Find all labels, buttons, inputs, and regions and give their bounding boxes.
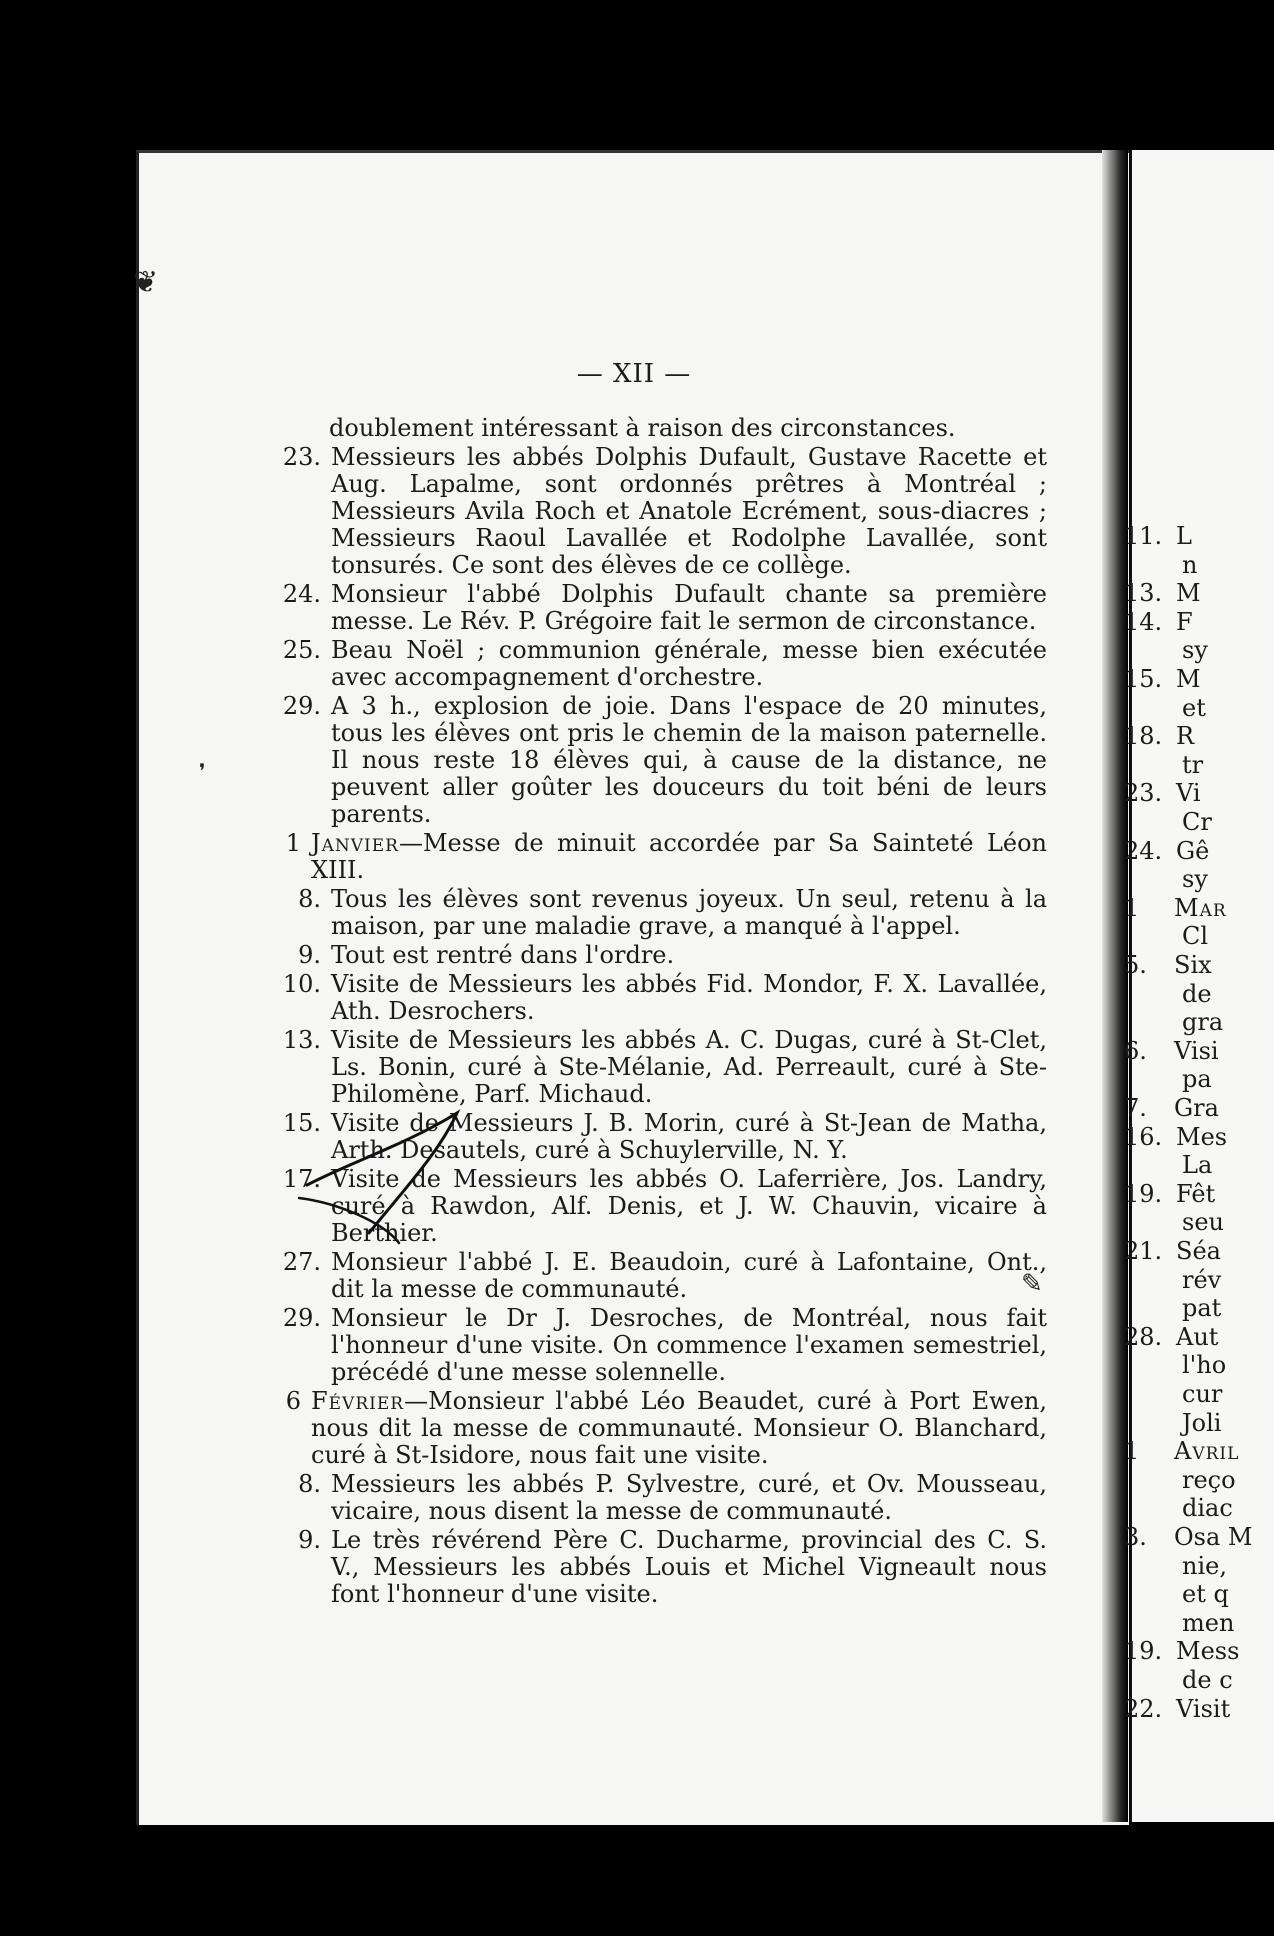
entry-date-number: 8. bbox=[298, 885, 321, 913]
facing-line-text: diac bbox=[1182, 1494, 1233, 1523]
entry-text: Visite de Messieurs les abbés Fid. Mondor, F. X. Lavallée, Ath. Desrochers. bbox=[331, 970, 1047, 1025]
entry-date-number: 1 bbox=[285, 829, 301, 857]
entry-date-number: 10. bbox=[282, 970, 321, 998]
chronicle-entry bbox=[267, 1027, 1047, 1108]
facing-line-number: 19. bbox=[1124, 1179, 1163, 1208]
entry-date-number: 29. bbox=[282, 1304, 321, 1332]
facing-line-text: et bbox=[1182, 693, 1206, 722]
facing-line-number: 1 bbox=[1124, 1437, 1140, 1466]
chronicle-entries bbox=[267, 415, 1047, 1608]
facing-line-number: 6. bbox=[1124, 1036, 1147, 1065]
entry-text bbox=[311, 830, 1047, 884]
facing-line-text: de c bbox=[1182, 1666, 1233, 1694]
chronicle-entry bbox=[267, 1166, 1047, 1247]
chronicle-entry bbox=[267, 1388, 1047, 1469]
chronicle-entry bbox=[267, 971, 1047, 1025]
chronicle-entry bbox=[267, 444, 1047, 579]
facing-line-text: sy bbox=[1182, 865, 1208, 894]
entry-date-number: 25. bbox=[282, 636, 321, 664]
entry-date-number: 13. bbox=[282, 1026, 321, 1054]
chronicle-entry bbox=[267, 1527, 1047, 1608]
entry-date-number: 8. bbox=[298, 1470, 321, 1498]
entry-text: Messieurs les abbés P. Sylvestre, curé, et Ov. Mousseau, vicaire, nous disent la messe de communauté. bbox=[331, 1470, 1047, 1525]
facing-line-text: Cr bbox=[1182, 808, 1212, 836]
facing-line-text: Gê bbox=[1176, 836, 1210, 865]
facing-line-text: et q bbox=[1182, 1580, 1229, 1609]
facing-line-text: reço bbox=[1182, 1465, 1236, 1494]
facing-line-text: sy bbox=[1182, 636, 1208, 665]
facing-line-number: 5. bbox=[1124, 951, 1147, 979]
facing-line-text: Mess bbox=[1176, 1637, 1240, 1666]
entry-text: Messieurs les abbés Dolphis Dufault, Gustave Racette et Aug. Lapalme, sont ordonnés prêtres à Montréal ; Messieurs Avila Roch et Anatole Ecrément, sous-diacres ; Messieurs Raoul Lavallée et Rodolphe Lavallée, sont tonsurés. Ce sont des élèves de ce collège. bbox=[331, 443, 1047, 579]
lead-line-text: doublement intéressant à raison des circonstances. bbox=[329, 414, 956, 442]
chronicle-entry bbox=[267, 830, 1047, 884]
facing-line-text: F bbox=[1176, 607, 1193, 636]
facing-line-text: Avril bbox=[1174, 1437, 1240, 1466]
facing-line-text: pat bbox=[1182, 1294, 1222, 1323]
facing-line-text: seu bbox=[1182, 1208, 1224, 1237]
margin-dot-mark: ❜ bbox=[199, 759, 206, 783]
margin-tick-mark: ✎ bbox=[1021, 1269, 1043, 1299]
entry-text: Le très révérend Père C. Ducharme, provincial des C. S. V., Messieurs les abbés Louis et Michel Vigneault nous font l'honneur d'une visite. bbox=[331, 1526, 1047, 1608]
entry-date-number: 9. bbox=[298, 1526, 321, 1554]
entry-month: Janvier bbox=[311, 829, 399, 857]
entry-date-number: 23. bbox=[282, 443, 321, 471]
facing-line-text: Mar bbox=[1174, 893, 1227, 922]
entry-text: Monsieur le Dr J. Desroches, de Montréal, nous fait l'honneur d'une visite. On commence l'examen semestriel, précédé d'une messe solennelle. bbox=[331, 1304, 1047, 1386]
chronicle-entry bbox=[267, 693, 1047, 828]
left-page bbox=[133, 150, 1129, 1825]
entry-text: Visite de Messieurs les abbés O. Laferrière, Jos. Landry, curé à Rawdon, Alf. Denis, et J. W. Chauvin, vicaire à Berthier. bbox=[331, 1165, 1047, 1247]
entry-text: Monsieur l'abbé J. E. Beaudoin, curé à Lafontaine, Ont., dit la messe de communauté. bbox=[331, 1248, 1047, 1303]
facing-line-number: 14. bbox=[1124, 607, 1163, 636]
facing-line-text: Osa M bbox=[1174, 1523, 1253, 1551]
entry-text-body: —Messe de minuit accordée par Sa Sainteté Léon XIII. bbox=[311, 829, 1047, 884]
facing-line-text: Joli bbox=[1182, 1408, 1222, 1437]
facing-line-number: 24. bbox=[1124, 836, 1163, 865]
entry-date-number: 24. bbox=[282, 580, 321, 608]
page-gutter bbox=[1102, 150, 1128, 1822]
entry-text bbox=[311, 1388, 1047, 1469]
facing-page-fragment bbox=[1124, 150, 1274, 1822]
entry-text: Tout est rentré dans l'ordre. bbox=[331, 941, 675, 969]
chronicle-entry bbox=[267, 1249, 1047, 1303]
facing-line-text: n bbox=[1182, 550, 1198, 579]
facing-line-text: l'ho bbox=[1182, 1351, 1227, 1380]
entry-text: Beau Noël ; communion générale, messe bien exécutée avec accompagnement d'orchestre. bbox=[331, 636, 1047, 691]
entry-text: Monsieur l'abbé Dolphis Dufault chante sa première messe. Le Rév. P. Grégoire fait le sermon de circonstance. bbox=[331, 580, 1047, 635]
facing-line-text: Gra bbox=[1174, 1094, 1219, 1122]
facing-line-text: Cl bbox=[1182, 922, 1209, 951]
facing-line-text: rév bbox=[1182, 1265, 1222, 1294]
facing-line-text: cur bbox=[1182, 1380, 1223, 1408]
entry-date-number: 15. bbox=[282, 1109, 321, 1137]
facing-line-text: de bbox=[1182, 979, 1212, 1008]
facing-line-number: 15. bbox=[1124, 665, 1163, 693]
facing-line-number: 3. bbox=[1124, 1523, 1147, 1551]
lead-line bbox=[267, 415, 1047, 442]
facing-line-number: 21. bbox=[1124, 1237, 1163, 1265]
chronicle-entry bbox=[267, 1471, 1047, 1525]
entry-date-number: 17. bbox=[282, 1165, 321, 1193]
facing-line-text: Aut bbox=[1176, 1322, 1219, 1351]
facing-line-number: 13. bbox=[1124, 579, 1163, 608]
entry-date-number: 6 bbox=[285, 1387, 301, 1415]
entry-date-number: 9. bbox=[298, 941, 321, 969]
facing-line-text: M bbox=[1176, 579, 1201, 608]
facing-line-text: pa bbox=[1182, 1065, 1212, 1094]
chronicle-entry bbox=[267, 1305, 1047, 1386]
facing-line-text: men bbox=[1182, 1608, 1235, 1637]
page-number-header: — XII — bbox=[576, 359, 692, 389]
facing-line-text: Visit bbox=[1176, 1694, 1231, 1723]
entry-month: Février bbox=[311, 1387, 405, 1415]
facing-line-text: L bbox=[1176, 522, 1192, 550]
facing-line-number: 28. bbox=[1124, 1322, 1163, 1351]
entry-text: Visite de Messieurs les abbés A. C. Dugas, curé à St-Clet, Ls. Bonin, curé à Ste-Mélanie, Ad. Perreault, curé à Ste-Philomène, Parf. Michaud. bbox=[331, 1026, 1047, 1108]
facing-line-number: 7. bbox=[1124, 1094, 1147, 1122]
chronicle-entry bbox=[267, 886, 1047, 940]
entry-text: Visite de Messieurs J. B. Morin, curé à St-Jean de Matha, Arth. Desautels, curé à Schuylerville, N. Y. bbox=[331, 1109, 1047, 1164]
facing-line-number: 19. bbox=[1124, 1637, 1163, 1666]
facing-line-text: gra bbox=[1182, 1008, 1224, 1037]
facing-line-number: 23. bbox=[1124, 779, 1163, 808]
facing-line-text: R bbox=[1176, 722, 1195, 751]
facing-line-text: Visi bbox=[1174, 1036, 1219, 1065]
facing-line-text: tr bbox=[1182, 750, 1204, 779]
facing-line-text: Fêt bbox=[1176, 1179, 1216, 1208]
entry-text: A 3 h., explosion de joie. Dans l'espace de 20 minutes, tous les élèves ont pris le chemin de la maison paternelle. Il nous reste 18 élèves qui, à cause de la distance, ne peuvent aller goûter les douceurs du toit béni de leurs parents. bbox=[331, 692, 1047, 828]
facing-line-text: Vi bbox=[1176, 779, 1201, 808]
facing-line-text: nie, bbox=[1182, 1551, 1227, 1580]
chronicle-entry bbox=[267, 942, 1047, 969]
chronicle-entry bbox=[267, 637, 1047, 691]
entry-date-number: 29. bbox=[282, 692, 321, 720]
margin-smudge-mark: ❦ bbox=[133, 265, 159, 300]
entry-text-body: —Monsieur l'abbé Léo Beaudet, curé à Port Ewen, nous dit la messe de communauté. Monsieur O. Blanchard, curé à St-Isidore, nous fait une visite. bbox=[311, 1387, 1047, 1469]
facing-line-text: Mes bbox=[1176, 1122, 1228, 1151]
facing-page-lines bbox=[1124, 150, 1274, 1822]
facing-line-number: 18. bbox=[1124, 722, 1163, 751]
facing-line-text: La bbox=[1182, 1151, 1213, 1180]
facing-line-number: 1 bbox=[1124, 893, 1140, 922]
chronicle-entry bbox=[267, 581, 1047, 635]
facing-line-number: 22. bbox=[1124, 1694, 1163, 1723]
chronicle-entry bbox=[267, 1110, 1047, 1164]
facing-line-text: M bbox=[1176, 665, 1201, 693]
facing-line-number: 11. bbox=[1124, 522, 1163, 550]
entry-text: Tous les élèves sont revenus joyeux. Un seul, retenu à la maison, par une maladie grave, a manqué à l'appel. bbox=[331, 885, 1047, 940]
facing-line-number: 16. bbox=[1124, 1122, 1163, 1151]
facing-line-text: Séa bbox=[1176, 1237, 1221, 1265]
facing-line-text: Six bbox=[1174, 951, 1212, 979]
entry-date-number: 27. bbox=[282, 1248, 321, 1276]
